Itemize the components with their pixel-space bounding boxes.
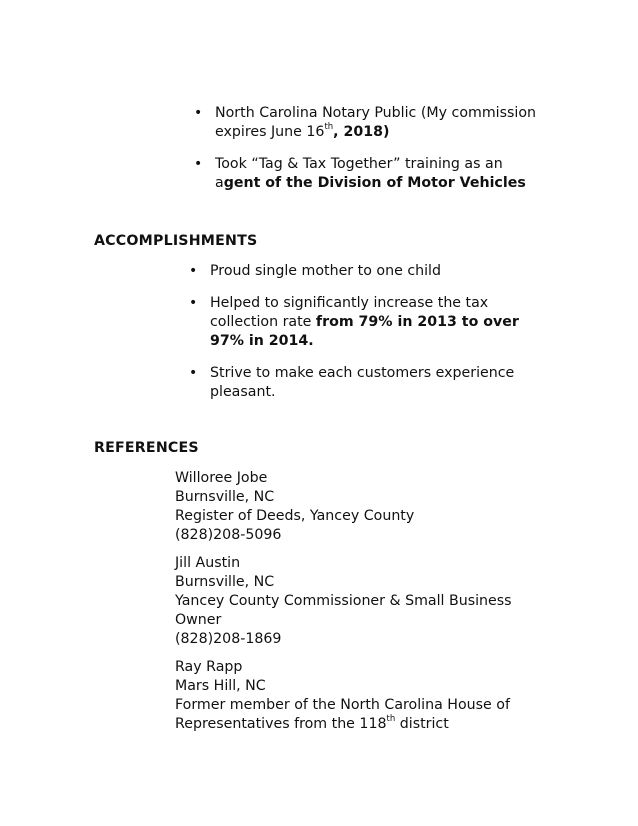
reference-role — [175, 696, 520, 734]
reference-city: Mars Hill, NC — [175, 678, 266, 694]
reference-name: Jill Austin — [175, 555, 241, 571]
reference-entry — [175, 658, 520, 734]
reference-city: Burnsville, NC — [175, 574, 275, 590]
notary-date: , 2018) — [333, 124, 390, 140]
list-item — [189, 262, 529, 281]
dmv-text: Took “Tag & Tax Together” training as an a — [215, 156, 503, 191]
reference-phone: (828)208-5096 — [175, 527, 282, 543]
reference-role-tail: district — [395, 716, 449, 732]
reference-role-text: Former member of the North Carolina House of Representatives from the 118 — [175, 697, 510, 732]
reference-role: Register of Deeds, Yancey County — [175, 508, 415, 524]
notary-sup: th — [324, 122, 334, 133]
accomplishment-2-text: Helped to significantly increase the tax collection rate — [210, 295, 489, 330]
reference-entry — [175, 554, 520, 649]
list-item — [189, 364, 529, 402]
accomplishment-2-bold: from 79% in 2013 to over 97% in 2014. — [210, 314, 519, 349]
reference-name: Ray Rapp — [175, 659, 243, 675]
list-item — [189, 294, 529, 351]
reference-role: Yancey County Commissioner & Small Business Owner — [175, 593, 512, 628]
reference-city: Burnsville, NC — [175, 489, 275, 505]
dmv-bold: gent of the Division of Motor Vehicles — [223, 175, 526, 191]
list-item — [194, 155, 544, 193]
notary-text: North Carolina Notary Public (My commission expires June 16 — [215, 105, 536, 140]
references-heading: REFERENCES — [94, 440, 199, 456]
accomplishments-list — [189, 262, 529, 402]
reference-entry — [175, 469, 535, 545]
accomplishment-1: Proud single mother to one child — [210, 263, 441, 279]
reference-phone: (828)208-1869 — [175, 631, 282, 647]
reference-name: Willoree Jobe — [175, 470, 268, 486]
notary-dmv-list — [194, 104, 544, 193]
list-item — [194, 104, 544, 142]
reference-role-sup: th — [386, 714, 396, 725]
accomplishments-heading: ACCOMPLISHMENTS — [94, 233, 258, 249]
accomplishment-3: Strive to make each customers experience pleasant. — [210, 365, 515, 400]
